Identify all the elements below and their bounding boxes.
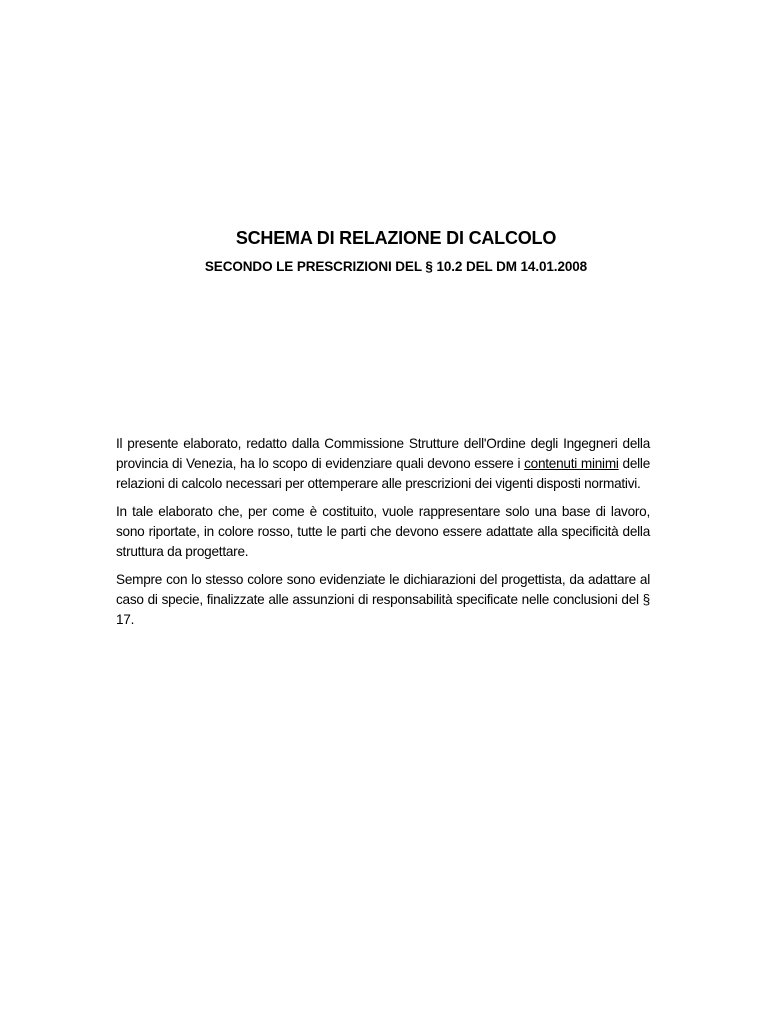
paragraph-2: In tale elaborato che, per come è costituito, vuole rappresentare solo una base di lavoro, sono riportate, in colore rosso, tutte le parti che devono essere adattate alla specificità della struttura da progettare. xyxy=(116,504,650,559)
paragraph-3: Sempre con lo stesso colore sono evidenziate le dichiarazioni del progettista, da adattare al caso di specie, finalizzate alle assunzioni di responsabilità specificate nelle conclusioni del § 17. xyxy=(116,572,650,627)
paragraph-1-text-end: delle relazioni di calcolo necessari per ottemperare alle prescrizioni dei vigenti disposti normativi. xyxy=(116,456,651,491)
document-title: SCHEMA DI RELAZIONE DI CALCOLO xyxy=(235,228,557,248)
paragraph-1-text-start: Il presente elaborato, redatto dalla Commissione Strutture dell'Ordine degli Ingegneri della provincia di Venezia, ha lo scopo di evidenziare quali devono essere i xyxy=(116,436,650,471)
underlined-phrase: contenuti minimi xyxy=(524,456,619,471)
document-body xyxy=(116,434,650,638)
paragraph-1 xyxy=(116,434,650,494)
document-subtitle: SECONDO LE PRESCRIZIONI DEL § 10.2 DEL DM 14.01.2008 xyxy=(204,259,588,274)
